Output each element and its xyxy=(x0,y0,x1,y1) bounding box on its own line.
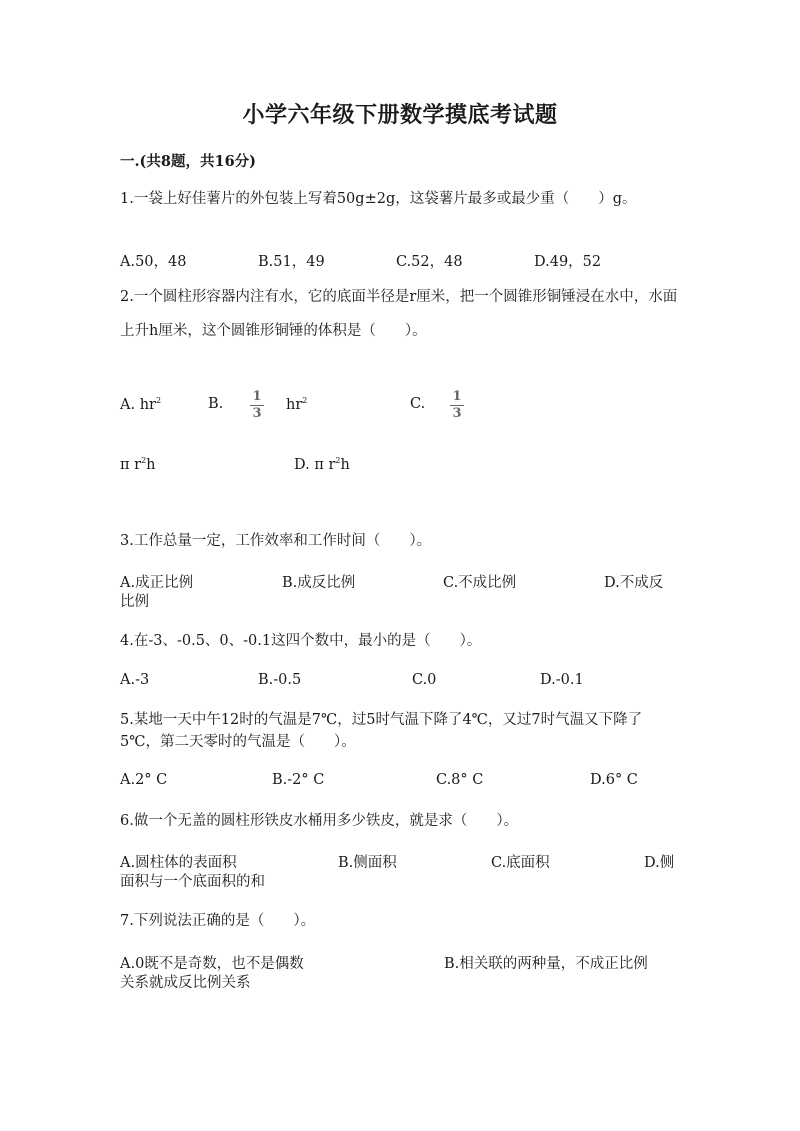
q2-option-a-text: A. hr xyxy=(120,396,156,413)
q2-option-d-tail: h xyxy=(340,456,350,473)
q2-option-c-exponent: 2 xyxy=(141,456,147,465)
q6-option-d: D.侧 xyxy=(644,855,675,871)
q4-option-c: C.0 xyxy=(412,672,437,688)
q1-option-c: C.52，48 xyxy=(396,254,463,270)
q1-option-b: B.51，49 xyxy=(258,254,325,270)
q5-option-d: D.6° C xyxy=(590,772,638,788)
q3-option-b: B.成反比例 xyxy=(282,575,356,591)
q2-option-b-label: B. xyxy=(208,396,224,412)
q6-option-c: C.底面积 xyxy=(491,855,550,871)
q7-option-b: B.相关联的两种量，不成正比例 xyxy=(444,956,648,972)
q3-option-c: C.不成比例 xyxy=(443,575,517,591)
question-7-stem: 7.下列说法正确的是（ ）。 xyxy=(120,913,316,929)
fraction-numerator: 1 xyxy=(252,389,262,404)
q7-option-b-wrap: 关系就成反比例关系 xyxy=(120,975,251,991)
fraction-numerator: 1 xyxy=(452,389,462,404)
question-5-stem: 5.某地一天中午12时的气温是7℃，过5时气温下降了4℃，又过7时气温又下降了5℃，第二天零时的气温是（ ）。 xyxy=(120,712,643,750)
q4-option-a: A.-3 xyxy=(120,672,150,688)
q4-option-d: D.-0.1 xyxy=(540,672,584,688)
q6-option-a: A.圆柱体的表面积 xyxy=(120,855,237,871)
fraction-denominator: 3 xyxy=(252,406,262,421)
q2-option-b-fraction xyxy=(250,390,264,421)
q2-option-b-exponent: 2 xyxy=(302,396,308,405)
question-6-stem: 6.做一个无盖的圆柱形铁皮水桶用多少铁皮，就是求（ ）。 xyxy=(120,813,519,829)
page-title: 小学六年级下册数学摸底考试题 xyxy=(242,102,558,128)
fraction-denominator: 3 xyxy=(452,406,462,421)
q2-option-b-text: hr xyxy=(286,396,303,413)
q2-option-d-text: D. π r xyxy=(294,456,336,473)
q6-option-b: B.侧面积 xyxy=(338,855,397,871)
question-1-stem: 1.一袋上好佳薯片的外包装上写着50g±2g，这袋薯片最多或最少重（ ）g。 xyxy=(120,191,637,207)
q2-option-d xyxy=(294,456,350,473)
q2-option-c-fraction xyxy=(450,390,464,421)
q3-option-a: A.成正比例 xyxy=(120,575,194,591)
q2-option-a-exponent: 2 xyxy=(155,396,162,405)
q2-option-c-tail: h xyxy=(146,456,156,473)
q2-option-a xyxy=(120,396,161,413)
q1-option-d: D.49，52 xyxy=(534,254,602,270)
q3-option-d-wrap: 比例 xyxy=(120,594,149,610)
q1-option-a: A.50，48 xyxy=(120,254,187,270)
q4-option-b: B.-0.5 xyxy=(258,672,302,688)
q6-option-d-wrap: 面积与一个底面积的和 xyxy=(120,874,265,890)
question-2-stem: 2.一个圆柱形容器内注有水，它的底面半径是r厘米，把一个圆锥形铜锤浸在水中，水面上升h厘米，这个圆锥形铜锤的体积是（ ）。 xyxy=(120,289,678,339)
q2-option-c-continued xyxy=(120,456,156,473)
q3-option-d: D.不成反 xyxy=(604,575,664,591)
question-4-stem: 4.在-3、-0.5、0、-0.1这四个数中，最小的是（ ）。 xyxy=(120,633,482,649)
q2-option-c-label: C. xyxy=(410,396,426,412)
q2-option-d-exponent: 2 xyxy=(335,456,341,465)
q2-option-b-expression xyxy=(286,396,307,413)
q5-option-a: A.2° C xyxy=(120,772,168,788)
q5-option-c: C.8° C xyxy=(436,772,484,788)
q2-option-c-text: π r xyxy=(120,456,142,473)
q5-option-b: B.-2° C xyxy=(272,772,325,788)
question-3-stem: 3.工作总量一定，工作效率和工作时间（ ）。 xyxy=(120,533,432,549)
q7-option-a: A.0既不是奇数，也不是偶数 xyxy=(120,956,304,972)
section-heading: 一.(共8题，共16分) xyxy=(120,153,257,170)
